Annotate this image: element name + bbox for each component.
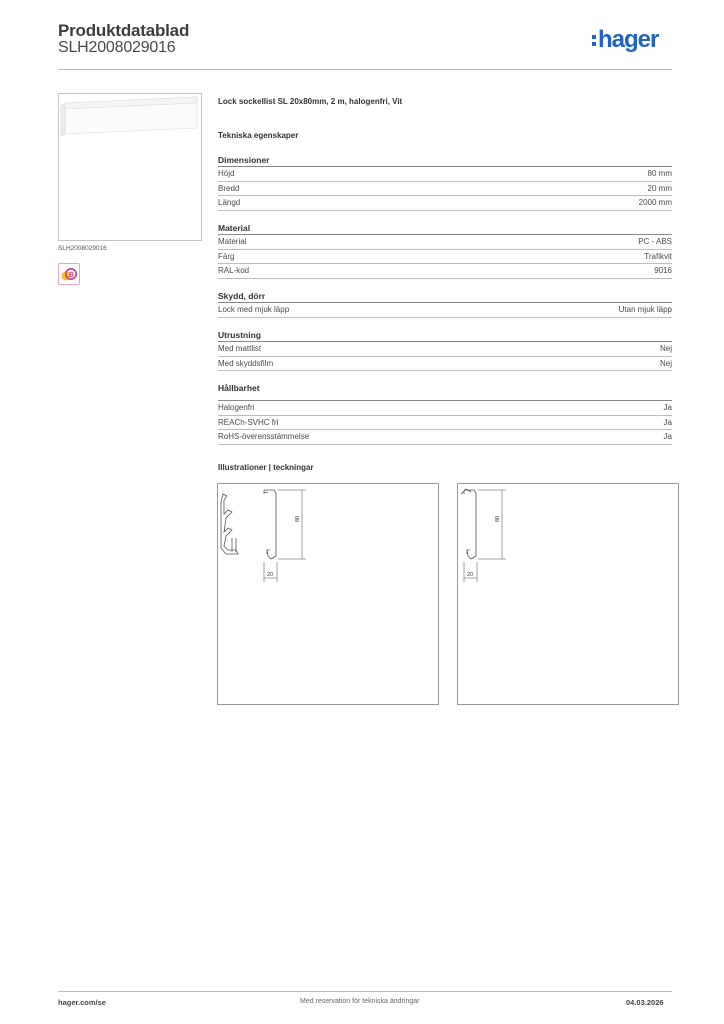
profile-drawing-cover — [458, 484, 680, 706]
spec-label: RoHS-överensstämmelse — [218, 432, 310, 441]
footer-website-link[interactable]: hager.com/se — [58, 998, 106, 1007]
spec-row — [218, 167, 672, 182]
halogen-free-badge-icon — [58, 263, 80, 285]
width-dimension-label: 20 — [467, 572, 474, 578]
spec-row — [218, 250, 672, 265]
spec-row — [218, 416, 672, 431]
section-heading: Dimensioner — [218, 154, 672, 167]
drawing-box-1 — [217, 483, 439, 705]
spec-row — [218, 430, 672, 445]
section-door-protection — [218, 290, 672, 318]
logo-colon-icon — [592, 35, 596, 46]
spec-label: RAL-kod — [218, 266, 250, 275]
section-heading: Hållbarhet — [218, 382, 672, 401]
spec-value: Ja — [663, 417, 672, 427]
spec-value: 9016 — [654, 266, 672, 275]
spec-label: Höjd — [218, 169, 235, 178]
spec-row — [218, 264, 672, 279]
spec-row — [218, 357, 672, 372]
spec-label: Material — [218, 237, 247, 246]
svg-text:B: B — [69, 272, 75, 279]
footer-divider — [58, 991, 672, 992]
spec-value: Nej — [659, 358, 672, 368]
spec-row — [218, 182, 672, 197]
spec-label: Halogenfri — [218, 403, 255, 412]
section-equipment — [218, 329, 672, 371]
header-divider — [58, 69, 672, 70]
technical-properties-heading: Tekniska egenskaper — [218, 131, 299, 140]
drawing-box-2 — [457, 483, 679, 705]
section-heading: Utrustning — [218, 329, 672, 342]
spec-value: PC - ABS — [638, 237, 672, 246]
section-heading: Skydd, dörr — [218, 290, 672, 303]
spec-value: 20 mm — [647, 183, 672, 193]
product-name: Lock sockellist SL 20x80mm, 2 m, halogenfri, Vit — [218, 97, 403, 106]
spec-value: Utan mjuk läpp — [618, 305, 672, 314]
product-image — [58, 93, 202, 241]
spec-label: Färg — [218, 251, 235, 261]
section-heading: Material — [218, 222, 672, 235]
spec-row — [218, 401, 672, 416]
section-dimensions — [218, 154, 672, 211]
illustrations-heading: Illustrationer | teckningar — [218, 463, 314, 472]
profile-drawing-with-base — [218, 484, 440, 706]
spec-label: Med mattlist — [218, 344, 262, 353]
footer-disclaimer: Med reservation för tekniska ändringar — [300, 998, 420, 1005]
spec-value: Nej — [659, 344, 672, 353]
image-caption: SLH2008029016 — [58, 245, 107, 252]
document-title: Produktdatablad — [58, 21, 190, 40]
footer-date: 04.03.2026 — [626, 998, 664, 1007]
spec-label: Längd — [218, 198, 241, 207]
logo-text: hager — [598, 26, 659, 53]
section-sustainability — [218, 382, 672, 445]
width-dimension-label: 20 — [267, 572, 274, 578]
spec-label: Med skyddsfilm — [218, 358, 274, 368]
skirting-cover-illustration — [59, 94, 203, 242]
spec-value: 2000 mm — [638, 198, 672, 207]
height-dimension-label: 80 — [495, 515, 501, 522]
spec-value: Ja — [663, 403, 672, 412]
section-material — [218, 222, 672, 279]
spec-row — [218, 196, 672, 211]
spec-value: Trafikvit — [644, 251, 672, 261]
height-dimension-label: 80 — [295, 515, 301, 522]
article-number: SLH2008029016 — [58, 39, 176, 56]
spec-row — [218, 303, 672, 318]
spec-value: Ja — [663, 432, 672, 441]
spec-label: Bredd — [218, 183, 240, 193]
hager-logo[interactable] — [592, 26, 658, 54]
spec-row — [218, 342, 672, 357]
spec-value: 80 mm — [647, 169, 672, 178]
spec-label: Lock med mjuk läpp — [218, 305, 290, 314]
spec-label: REACh-SVHC fri — [218, 417, 279, 427]
spec-row — [218, 235, 672, 250]
